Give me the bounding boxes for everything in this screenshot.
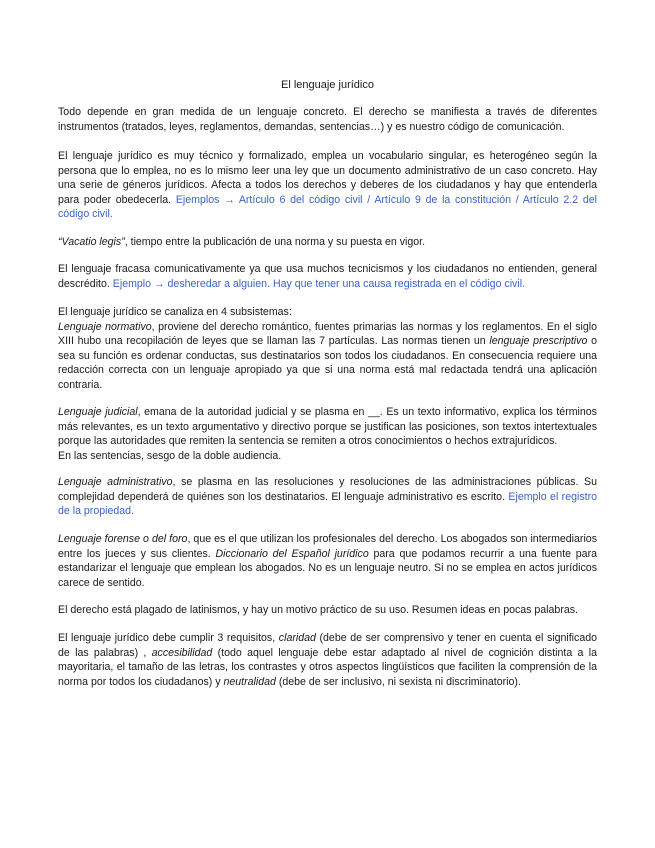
clarity-definition: (debe de ser comprensivo y tener en cuenta el significado de las palabras) ,	[58, 632, 597, 659]
paragraph-characteristics	[58, 149, 597, 222]
paragraph-communication-failure	[58, 262, 597, 291]
paragraph-vacatio-legis	[58, 235, 597, 250]
forensic-language-text: , que es el que utilizan los profesionales del derecho. Los abogados son intermediarios entre los jueces y sus clientes.	[58, 533, 597, 560]
requirements-intro: El lenguaje jurídico debe cumplir 3 requisitos,	[58, 632, 279, 644]
normative-language-rest: o sea su función es ordenar conductas, sus destinatarios son todos los ciudadanos. En consecuencia requiere una redacción correcta con un lenguaje apropiado ya que si una norma está mal redactada tendrá una aplicación contraria.	[58, 335, 597, 391]
administrative-language-text: , se plasma en las resoluciones y resoluciones de las administraciones públicas. Su complejidad dependerá de quiénes son los destinatarios. El lenguaje administrativo es escrito.	[58, 476, 597, 503]
paragraph-characteristics-text: El lenguaje jurídico es muy técnico y formalizado, emplea un vocabulario singular, es heterogéneo según la persona que lo emplea, no es lo mismo leer una ley que un documento administrativo de un caso concreto. Hay una serie de géneros jurídicos. Afecta a todos los derechos y deberes de los ciudadanos y hay que entenderla para poder obedecerla.	[58, 150, 597, 206]
paragraph-judicial-language	[58, 405, 597, 463]
subsystems-intro: El lenguaje jurídico se canaliza en 4 subsistemas:	[58, 306, 292, 318]
document-title: El lenguaje jurídico	[281, 79, 374, 91]
paragraph-normative-language	[58, 305, 597, 393]
communication-failure-text: El lenguaje fracasa comunicativamente ya que usa muchos tecnicismos y los ciudadanos no entienden, general descrédito.	[58, 263, 597, 290]
forensic-language-rest: para que podamos recurrir a una fuente para estandarizar el lenguaje que emplean los abogados. No es un lenguaje neutro. Si no se emplea en actos jurídicos carece de sentido.	[58, 547, 597, 589]
clarity-term: claridad	[278, 632, 316, 644]
judicial-language-note: En las sentencias, sesgo de la doble audiencia.	[58, 449, 282, 462]
paragraph-intro	[58, 105, 597, 134]
accessibility-definition: (todo aquel lenguaje debe estar adaptado al nivel de cognición distinta a la mayoritaria, el tamaño de las letras, los contrastes y otros aspectos lingüísticos que faciliten la comprensión de la norma por todos los ciudadanos) y	[58, 646, 597, 688]
examples-link-text: Ejemplos → Artículo 6 del código civil / Artículo 9 de la constitución / Artículo 2.2 del código civil.	[58, 193, 597, 221]
paragraph-forensic-language	[58, 532, 597, 590]
vacatio-legis-definition: , tiempo entre la publicación de una norma y su puesta en vigor.	[124, 236, 426, 248]
property-registry-example-text: Ejemplo el registro de la propiedad.	[58, 490, 597, 518]
paragraph-administrative-language	[58, 475, 597, 519]
forensic-language-term: Lenguaje forense o del foro	[58, 533, 188, 545]
paragraph-requirements	[58, 631, 597, 689]
latinisms-text: El derecho está plagado de latinismos, y hay un motivo práctico de su uso. Resumen ideas en pocas palabras.	[58, 604, 578, 616]
neutrality-definition: (debe de ser inclusivo, ni sexista ni discriminatorio).	[275, 675, 521, 688]
normative-language-term: Lenguaje normativo	[58, 320, 152, 333]
accessibility-term: accesibilidad	[151, 646, 213, 659]
paragraph-latinisms	[58, 603, 597, 618]
vacatio-legis-term: “Vacatio legis”	[58, 236, 125, 248]
judicial-language-text: , emana de la autoridad judicial y se plasma en __. Es un texto informativo, explica los términos más relevantes, es un texto argumentativo y directivo porque se justifican las posiciones, son textos intertextuales porque las autoridades que remiten la sentencia se remiten a otros conocimientos o hechos extrajurídicos.	[58, 406, 597, 448]
legal-dictionary-term: Diccionario del Español jurídico	[215, 547, 369, 560]
neutrality-term: neutralidad	[223, 675, 276, 688]
administrative-language-term: Lenguaje administrativo	[58, 476, 173, 488]
paragraph-intro-text: Todo depende en gran medida de un lenguaje concreto. El derecho se manifiesta a través de diferentes instrumentos (tratados, leyes, reglamentos, demandas, sentencias…) y es nuestro código de comunicación.	[58, 106, 597, 133]
judicial-language-term: Lenguaje judicial	[58, 406, 138, 418]
disinherit-example-text: Ejemplo → desheredar a alguien. Hay que tener una causa registrada en el código civil.	[112, 277, 526, 290]
normative-language-text: , proviene del derecho romántico, fuentes primarias las normas y los reglamentos. En el siglo XIII hubo una recopilación de leyes que se llaman las 7 partículas. Las normas tienen un	[58, 320, 597, 348]
prescriptive-language-term: lenguaje prescriptivo	[489, 335, 588, 348]
